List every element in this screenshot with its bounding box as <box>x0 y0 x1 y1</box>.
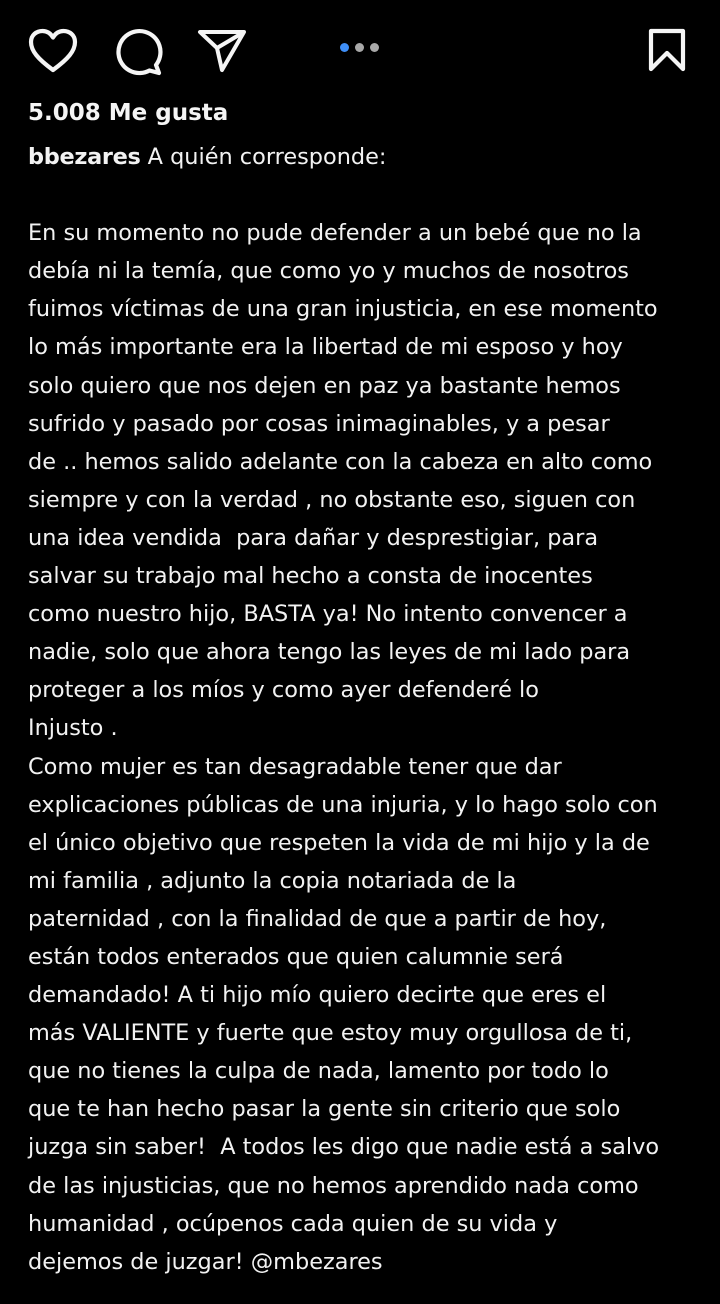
caption-line: de las injusticias, que no hemos aprendido nada como <box>28 1172 639 1199</box>
caption-line: como nuestro hijo, BASTA ya! No intento convencer a <box>28 601 628 628</box>
caption-line: fuimos víctimas de una gran injusticia, en ese momento <box>28 296 658 323</box>
caption-line: demandado! A ti hijo mío quiero decirte que eres el <box>28 982 607 1009</box>
heart-icon[interactable] <box>28 28 78 74</box>
caption-line: explicaciones públicas de una injuria, y lo hago solo con <box>28 791 658 818</box>
caption-line: dejemos de juzgar! @mbezares <box>28 1248 383 1275</box>
caption-line: humanidad , ocúpenos cada quien de su vida y <box>28 1210 558 1237</box>
paper-plane-icon[interactable] <box>196 28 248 74</box>
caption-line: mi familia , adjunto la copia notariada de la <box>28 867 517 894</box>
caption-text: A quién corresponde: <box>140 144 387 170</box>
caption-line: de .. hemos salido adelante con la cabeza en alto como <box>28 448 653 475</box>
caption-line: Como mujer es tan desagradable tener que dar <box>28 753 562 780</box>
bookmark-icon[interactable] <box>642 28 692 72</box>
post-action-bar <box>0 0 720 100</box>
comment-bubble-icon[interactable] <box>112 26 164 76</box>
likes-count[interactable]: 5.008 Me gusta <box>28 100 229 126</box>
caption-first-line <box>28 138 708 176</box>
caption-line: que no tienes la culpa de nada, lamento por todo lo <box>28 1058 609 1085</box>
caption-line: debía ni la temía, que como yo y muchos de nosotros <box>28 258 629 285</box>
carousel-dot-active <box>340 43 349 52</box>
caption-line: más VALIENTE y fuerte que estoy muy orgullosa de ti, <box>28 1020 633 1047</box>
caption-line: En su momento no pude defender a un bebé que no la <box>28 220 642 247</box>
carousel-dot <box>370 43 379 52</box>
caption-line: solo quiero que nos dejen en paz ya bastante hemos <box>28 372 621 399</box>
caption-line: están todos enterados que quien calumnie será <box>28 943 564 970</box>
caption-line <box>28 176 708 214</box>
caption-line: juzga sin saber! A todos les digo que nadie está a salvo <box>28 1134 660 1161</box>
post-caption <box>28 138 708 1281</box>
caption-line: proteger a los míos y como ayer defenderé lo <box>28 677 539 704</box>
caption-line: que te han hecho pasar la gente sin criterio que solo <box>28 1096 621 1123</box>
caption-line: el único objetivo que respeten la vida de mi hijo y la de <box>28 829 650 856</box>
carousel-dot <box>355 43 364 52</box>
caption-line: lo más importante era la libertad de mi esposo y hoy <box>28 334 623 361</box>
mention-link[interactable]: @mbezares <box>250 1248 383 1275</box>
caption-line: salvar su trabajo mal hecho a consta de inocentes <box>28 563 593 590</box>
carousel-indicator <box>340 43 382 53</box>
caption-line: sufrido y pasado por cosas inimaginables, y a pesar <box>28 410 610 437</box>
caption-line: paternidad , con la finalidad de que a partir de hoy, <box>28 905 607 932</box>
caption-body <box>28 176 708 1281</box>
username-link[interactable]: bbezares <box>28 144 141 170</box>
caption-line: nadie, solo que ahora tengo las leyes de mi lado para <box>28 639 631 666</box>
caption-line: una idea vendida para dañar y desprestigiar, para <box>28 524 599 551</box>
caption-line: siempre y con la verdad , no obstante eso, siguen con <box>28 486 636 513</box>
caption-line: Injusto . <box>28 715 118 742</box>
